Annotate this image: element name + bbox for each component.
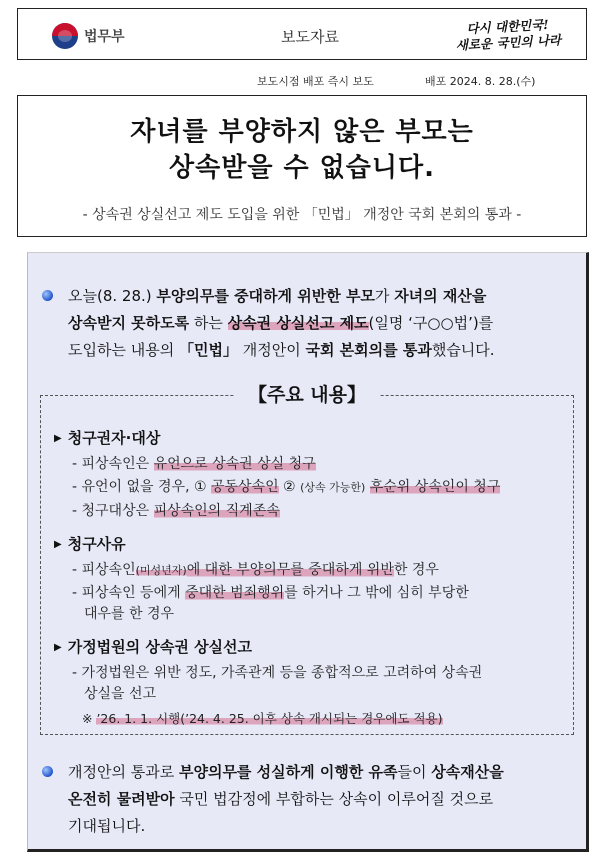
section-label: 청구권자·대상: [67, 429, 161, 447]
effective-date-note: [82, 709, 443, 727]
subtitle: - 상속권 상실선고 제도 도입을 위한 「민법」 개정안 국회 본회의 통과 -: [82, 207, 522, 223]
header-bar: [17, 8, 587, 60]
text: ②: [278, 479, 301, 495]
slogan-line2: 새로운 국민의 나라: [455, 32, 562, 53]
triangle-right-icon: ▶: [54, 433, 62, 444]
emphasis: 상속받지 못하도록: [68, 314, 190, 332]
emphasis: 「민법」: [178, 341, 238, 359]
closing-paragraph: [68, 759, 578, 840]
text: 오늘(8. 28.): [68, 287, 157, 305]
list-item: [72, 454, 567, 475]
highlight: (미성년자): [135, 564, 187, 577]
text: 개정안의 통과로: [68, 763, 179, 781]
text: 국민 법감정에 부합하는 상속이 이루어질 것으로: [174, 790, 494, 808]
doc-type: 보도자료: [281, 28, 339, 46]
highlight: ’26. 1. 1. 시행(’24. 4. 25. 이후 상속 개시되는 경우에도 적용): [96, 711, 443, 726]
triangle-right-icon: ▶: [54, 539, 62, 550]
note-mark: ※: [82, 711, 97, 726]
text: - 가정법원은 위반 정도, 가족관계 등을 종합적으로 고려하여 상속권: [72, 665, 483, 681]
list-item: [72, 560, 567, 581]
slogan: [451, 16, 565, 54]
emphasis: 부양의무를 중대하게 위반한 부모: [156, 287, 375, 305]
section-label: 청구사유: [67, 535, 126, 553]
taegeuk-emblem-icon: [52, 23, 78, 49]
list-item: [72, 501, 567, 522]
text: - 청구대상은: [72, 503, 154, 519]
text: 대우를 한 경우: [84, 606, 175, 622]
section-court-decision: [54, 636, 252, 657]
summary-panel: [27, 252, 589, 852]
text: 도입하는 내용의: [68, 341, 179, 359]
list-item: [72, 663, 567, 705]
section-label: 가정법원의 상속권 상실선고: [67, 638, 253, 656]
text: - 피상속인은: [72, 456, 154, 472]
emphasis: 온전히 물려받아: [68, 790, 175, 808]
text: 들이: [397, 763, 432, 781]
emphasis: 국회 본회의를 통과: [305, 341, 432, 359]
text: (상속 가능한): [300, 481, 366, 494]
title-box: [17, 95, 587, 237]
highlight: 후순위 상속인이 청구: [369, 479, 501, 495]
text: 상실을 선고: [84, 686, 157, 702]
page-title: [18, 114, 586, 186]
title-line2: 상속받을 수 없습니다.: [168, 153, 436, 183]
text: 를 하거나 그 밖에 심히 부당한: [284, 585, 469, 601]
ministry-logo: [52, 23, 125, 49]
text: (일명 ‘구○○법’)를: [368, 314, 494, 332]
bullet-icon: [42, 290, 53, 301]
bullet-icon: [42, 766, 53, 777]
key-content-title: [28, 380, 586, 407]
highlight: 에 대한 부양의무를 중대하게 위반: [186, 562, 394, 578]
text: 개정안이: [237, 341, 306, 359]
list-item: [72, 583, 567, 625]
highlight: 유언으로 상속권 상실 청구: [153, 456, 316, 472]
text: 한 경우: [393, 562, 439, 578]
highlight: 공동상속인: [210, 479, 279, 495]
text: - 유언이 없을 경우, ①: [72, 479, 211, 495]
slogan-line1: 다시 대한민국!: [466, 16, 550, 37]
text: - 피상속인: [72, 562, 136, 578]
text: - 피상속인 등에게: [72, 585, 186, 601]
emphasis: 자녀의 재산을: [394, 287, 487, 305]
text: 하는: [189, 314, 228, 332]
triangle-right-icon: ▶: [54, 642, 62, 653]
list-item: [72, 477, 567, 498]
release-date: 배포 2024. 8. 28.(수): [425, 75, 536, 88]
org-name: 법무부: [84, 29, 125, 45]
section-claimants: [54, 427, 160, 448]
release-timing: 보도시점 배포 즉시 보도: [257, 75, 374, 88]
highlight: 상속권 상실선고 제도: [227, 314, 369, 332]
text: 했습니다.: [431, 341, 495, 359]
title-line1: 자녀를 부양하지 않은 부모는: [130, 117, 474, 147]
key-title-text: 【주요 내용】: [234, 384, 380, 406]
emphasis: 상속재산을: [431, 763, 504, 781]
highlight: 중대한 범죄행위: [185, 585, 285, 601]
intro-paragraph: [68, 283, 578, 364]
text: 가: [374, 287, 395, 305]
section-grounds: [54, 533, 126, 554]
highlight: 피상속인의 직계존속: [153, 503, 280, 519]
emphasis: 부양의무를 성실하게 이행한 유족: [178, 763, 398, 781]
text: 기대됩니다.: [68, 817, 146, 835]
